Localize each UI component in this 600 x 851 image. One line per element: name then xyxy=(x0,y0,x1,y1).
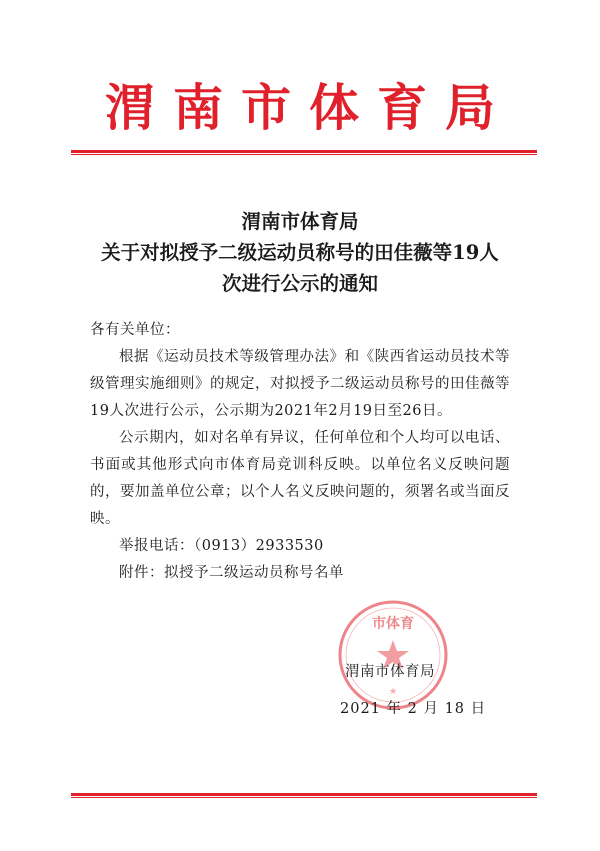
document-title-line-1: 渭南市体育局 xyxy=(241,210,359,233)
footer-divider-thin xyxy=(71,797,537,798)
document-title-line-3: 次进行公示的通知 xyxy=(221,272,378,295)
letterhead-org-name: 渭南市体育局 xyxy=(105,78,513,137)
official-seal xyxy=(336,598,450,712)
svg-text:市体育: 市体育 xyxy=(372,616,414,632)
signature-organization: 渭南市体育局 xyxy=(345,664,435,680)
svg-text:★: ★ xyxy=(388,687,398,697)
hotline: 举报电话：（0913）2933530 xyxy=(119,538,324,554)
salutation: 各有关单位： xyxy=(90,322,180,338)
letterhead-divider-thin xyxy=(71,154,537,155)
paragraph-objection: 公示期内，如对名单有异议，任何单位和个人均可以电话、书面或其他形式向市体育局竞训科反映。以单位名义反映问题的，要加盖单位公章；以个人名义反映问题的，须署名或当面反映。 xyxy=(90,430,510,527)
attachment-note: 附件：拟授予二级运动员称号名单 xyxy=(119,565,344,581)
document-title-line-2: 关于对拟授予二级运动员称号的田佳薇等19人 xyxy=(101,241,499,264)
footer-divider xyxy=(71,793,537,796)
paragraph-basis: 根据《运动员技术等级管理办法》和《陕西省运动员技术等级管理实施细则》的规定，对拟授予二级运动员称号的田佳薇等19人次进行公示，公示期为2021年2月19日至26日。 xyxy=(90,349,510,419)
letterhead-divider xyxy=(71,150,537,153)
document-body xyxy=(90,317,510,587)
signature-date: 2021 年 2 月 18 日 xyxy=(340,701,487,717)
